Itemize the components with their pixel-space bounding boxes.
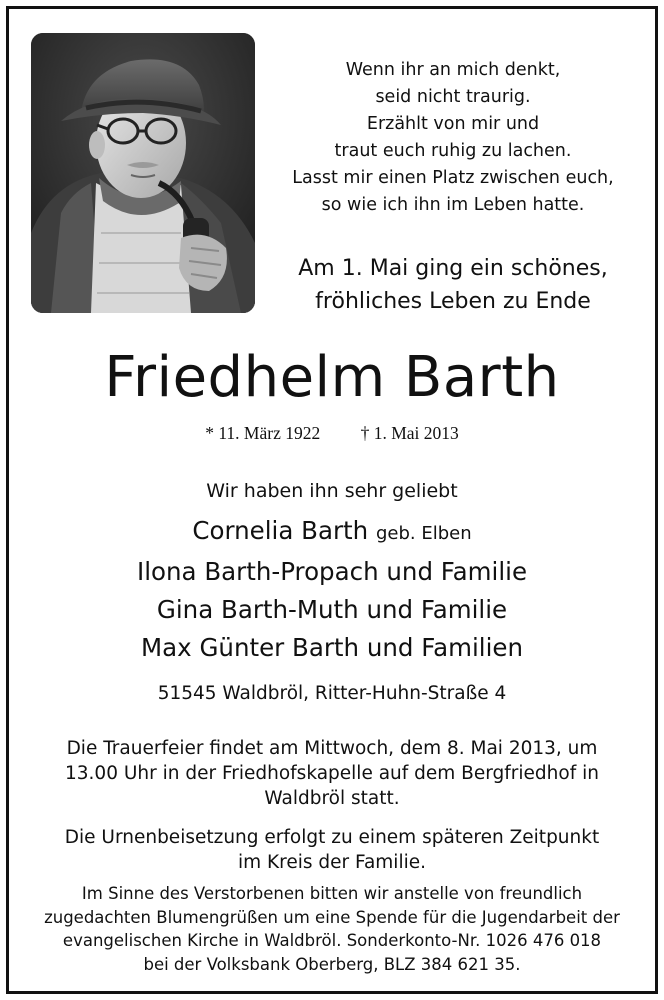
service-line: Die Trauerfeier findet am Mittwoch, dem 8. Mai 2013, um	[66, 738, 598, 759]
donation-line: zugedachten Blumengrüßen um eine Spende für die Jugendarbeit der	[44, 907, 620, 927]
service-line: 13.00 Uhr in der Friedhofskapelle auf dem Bergfriedhof in	[65, 763, 599, 784]
family-address: 51545 Waldbröl, Ritter-Huhn-Straße 4	[157, 683, 507, 704]
mourner-entry: Gina Barth-Muth und Familie	[156, 595, 508, 624]
death-date: † 1. Mai 2013	[360, 423, 459, 443]
donation-line: bei der Volksbank Oberberg, BLZ 384 621 35.	[143, 954, 521, 974]
poem-line: so wie ich ihn im Leben hatte.	[321, 195, 585, 215]
urn-burial-info	[24, 825, 640, 875]
donation-line: Im Sinne des Verstorbenen bitten wir anstelle von freundlich	[81, 884, 583, 903]
poem-line: Wenn ihr an mich denkt,	[345, 60, 561, 80]
portrait-illustration	[31, 33, 255, 313]
mourner-entry	[0, 512, 664, 553]
poem-line: Lasst mir einen Platz zwischen euch,	[292, 168, 614, 188]
mourners-intro: Wir haben ihn sehr geliebt	[206, 480, 458, 502]
urn-line: im Kreis der Familie.	[237, 852, 426, 873]
passing-announcement	[282, 252, 624, 318]
announcement-line: Am 1. Mai ging ein schönes,	[298, 256, 608, 281]
life-dates	[0, 420, 664, 446]
poem-line: traut euch ruhig zu lachen.	[334, 141, 572, 161]
mourner-name: Cornelia Barth	[192, 516, 369, 545]
mourner-entry: Ilona Barth-Propach und Familie	[136, 557, 528, 586]
poem-line: seid nicht traurig.	[375, 87, 531, 107]
mourner-entry: Max Günter Barth und Familien	[141, 633, 523, 662]
poem-verse	[282, 57, 624, 219]
portrait-photo	[31, 33, 255, 313]
donation-line: evangelischen Kirche in Waldbröl. Sonderkonto-Nr. 1026 476 018	[62, 931, 602, 950]
service-line: Waldbröl statt.	[264, 788, 400, 809]
funeral-service-info	[24, 736, 640, 811]
maiden-name: geb. Elben	[375, 523, 472, 544]
donation-request	[14, 882, 650, 976]
announcement-line: fröhliches Leben zu Ende	[315, 289, 591, 314]
urn-line: Die Urnenbeisetzung erfolgt zu einem späteren Zeitpunkt	[64, 827, 600, 848]
poem-line: Erzählt von mir und	[366, 114, 540, 134]
birth-date: * 11. März 1922	[205, 423, 321, 443]
deceased-name: Friedhelm Barth	[104, 345, 560, 410]
mourners-list	[0, 512, 664, 667]
